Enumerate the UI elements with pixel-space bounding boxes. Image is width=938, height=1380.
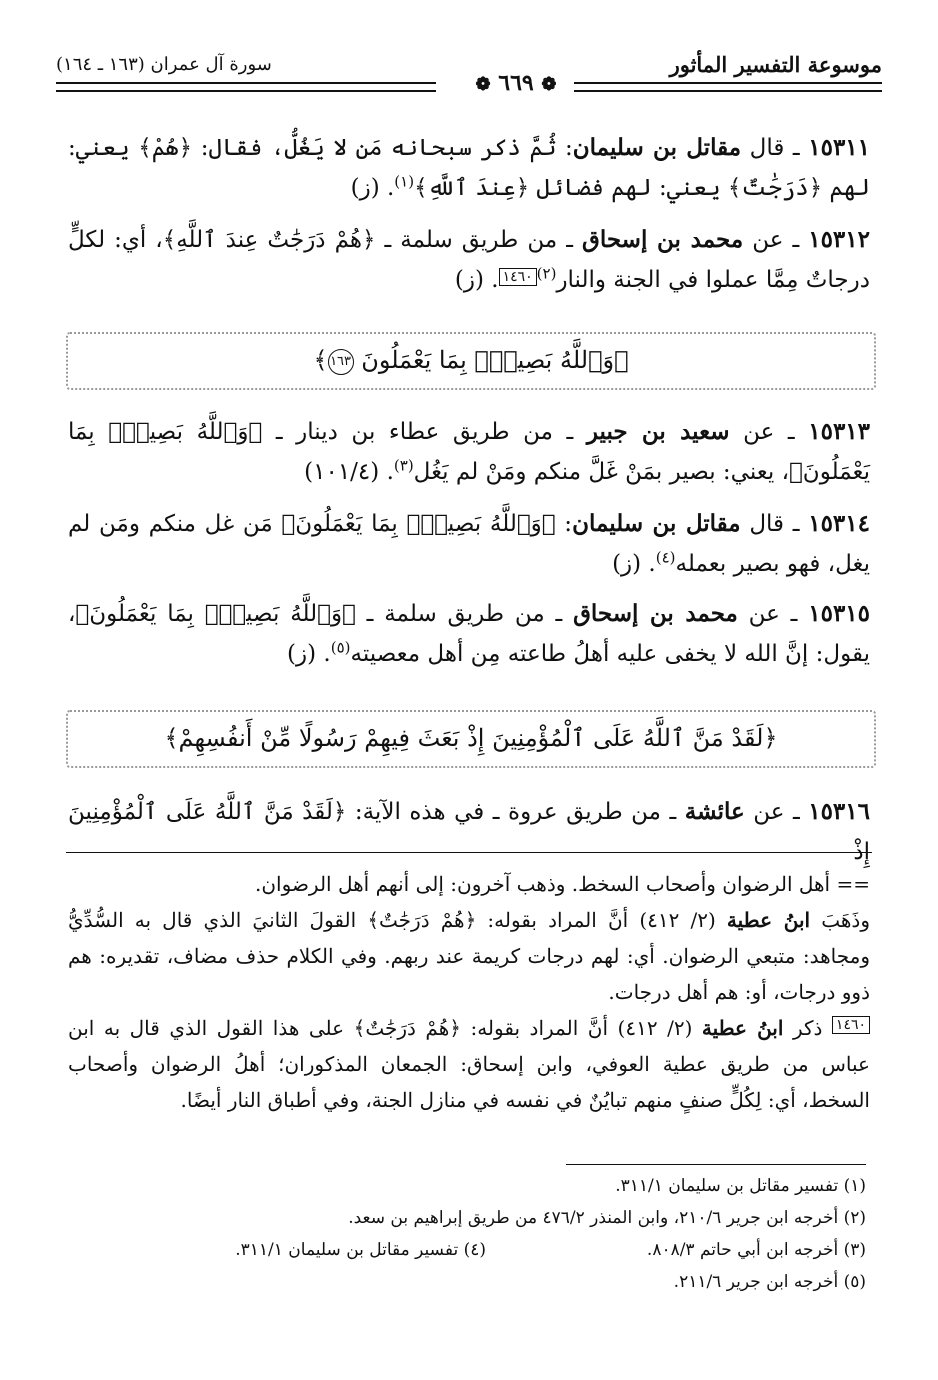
commentary-continuation: == أهل الرضوان وأصحاب السخط. وذهب آخرون: إلى أنهم أهل الرضوان. xyxy=(255,872,870,896)
narration-paragraph: ١٥٣١٥ ـ عن محمد بن إسحاق ـ من طريق سلمة ـ ﴿وَٱللَّهُ بَصِيرٌۢ بِمَا يَعْمَلُونَ﴾، يقول: إنَّ الله لا يخفى عليه أهلُ طاعته مِن أهل معصيته$^{(٥)}$. (ز) xyxy=(68,600,871,667)
page-number: ❁ ٦٦٩ ❁ xyxy=(475,70,557,96)
surah-reference: سورة آل عمران (١٦٣ ـ ١٦٤) xyxy=(56,54,272,75)
ornament-icon: ❁ xyxy=(541,74,557,95)
footnote: (١) تفسير مقاتل بن سليمان ٣١١/١. xyxy=(615,1176,866,1196)
narration-number: ١٥٣١٦ xyxy=(808,798,870,825)
ayah-number-icon: ١٦٣ xyxy=(328,349,354,375)
section-divider xyxy=(66,852,872,853)
footnote-marker: (٥) xyxy=(330,638,351,657)
narration-number: ١٥٣١٢ xyxy=(808,226,870,253)
narrator-name: مقاتل بن سليمان xyxy=(572,134,742,161)
narration-number: ١٥٣١٥ xyxy=(808,600,871,627)
footnote-marker: (١) xyxy=(394,172,415,191)
footnote-marker: (٣) xyxy=(393,456,414,475)
footnote-row xyxy=(68,1234,866,1266)
commentary-block xyxy=(68,866,870,1118)
narration-number: ١٥٣١٣ xyxy=(808,418,871,445)
footnotes xyxy=(68,1170,866,1298)
footnote: (٥) أخرجه ابن جرير ٢١١/٦. xyxy=(673,1272,866,1292)
narrator-name: سعيد بن جبير xyxy=(586,418,730,445)
verse-text: ﴿وَٱللَّهُ بَصِيرٌۢ بِمَا يَعْمَلُونَ ١٦٣﴾ xyxy=(313,346,629,374)
narration-paragraph: ١٥٣١٣ ـ عن سعيد بن جبير ـ من طريق عطاء بن دينار ـ ﴿وَٱللَّهُ بَصِيرٌۢ بِمَا يَعْمَلُونَ﴾، يعني: بصير بمَنْ غَلَّ منكم ومَنْ لم يَغُل$^{(٣)}$. (١٠١/٤) xyxy=(68,418,871,485)
commentary-paragraph: ١٤٦٠ ذكر ابنُ عطية (٢/ ٤١٢) أنَّ المراد بقوله: ﴿هُمْ دَرَجَٰتٌ﴾ على هذا القول الذي قال به ابن عباس من طريق عطية العوفي، وابن إسحاق: الجمعان المذكوران؛ أهلُ الرضوان وأصحاب السخط، أي: لِكُلٍّ صنفٍ منهم تبايُنٌ في نفسه في منازل الجنة، وفي أطباق النار أيضًا. xyxy=(68,1016,870,1112)
header-rule-right xyxy=(574,82,882,92)
footnote-divider xyxy=(566,1164,866,1165)
ornament-icon: ❁ xyxy=(475,74,491,95)
narration-paragraph: ١٥٣١٦ ـ عن عائشة ـ من طريق عروة ـ في هذه الآية: ﴿لَقَدْ مَنَّ ٱللَّهُ عَلَى ٱلْمُؤْمِنِينَ إِذْ xyxy=(68,798,870,865)
running-header xyxy=(56,48,882,96)
verse-banner xyxy=(66,332,876,390)
narration-paragraph: ١٥٣١٤ ـ قال مقاتل بن سليمان: ﴿وَٱللَّهُ بَصِيرٌۢ بِمَا يَعْمَلُونَ﴾ مَن غل منكم ومَن لم يغل، فهو بصير بعمله$^{(٤)}$. (ز) xyxy=(68,510,870,577)
commentary-paragraph: وذَهَبَ ابنُ عطية (٢/ ٤١٢) أنَّ المراد بقوله: ﴿هُمْ دَرَجَٰتٌ﴾ القولَ الثانيَ الذي قال به السُّدِّيُّ ومجاهد: متبعي الرضوان. أي: لهم درجات كريمة عند ربهم. وفي الكلام حذف مضاف، تقديره: هم ذوو درجات، أو: هم أهل درجات. xyxy=(68,908,870,1004)
narration-number: ١٥٣١٤ xyxy=(808,510,870,537)
scholar-name: ابنُ عطية xyxy=(701,1016,784,1040)
verse-text: ﴿لَقَدْ مَنَّ ٱللَّهُ عَلَى ٱلْمُؤْمِنِينَ إِذْ بَعَثَ فِيهِمْ رَسُولًا مِّنْ أَنفُسِهِمْ﴾ xyxy=(164,724,778,752)
narrator-name: مقاتل بن سليمان xyxy=(572,510,741,537)
footnote: (٤) تفسير مقاتل بن سليمان ٣١١/١. xyxy=(235,1240,486,1260)
narrator-name: محمد بن إسحاق xyxy=(573,600,738,627)
page-number-rule xyxy=(56,72,882,100)
book-title: موسوعة التفسير المأثور xyxy=(669,52,882,77)
narrator-name: محمد بن إسحاق xyxy=(581,226,744,253)
scholar-name: ابنُ عطية xyxy=(726,908,811,932)
footnote-marker: (٢) xyxy=(536,264,557,283)
commentary-reference-box: ١٤٦٠ xyxy=(832,1016,870,1034)
footnote: (٣) أخرجه ابن أبي حاتم ٨٠٨/٣. xyxy=(646,1240,866,1260)
narration-number: ١٥٣١١ xyxy=(808,134,871,161)
verse-banner xyxy=(66,710,876,768)
narrator-name: عائشة xyxy=(684,798,745,825)
commentary-reference-box: ١٤٦٠ xyxy=(499,268,537,286)
narration-paragraph: ١٥٣١٢ ـ عن محمد بن إسحاق ـ من طريق سلمة ـ ﴿هُمْ دَرَجَٰتٌ عِندَ ٱللَّهِ﴾، أي: لكلٍّ درجاتٌ مِمَّا عملوا في الجنة والنار$^{(٢)}$١٤٦٠. (ز) xyxy=(68,226,870,293)
narration-paragraph: ١٥٣١١ ـ قال مقاتل بن سليمان: ثُمَّ ذكر سبحانه مَن لا يَغُلُّ، فقال: ﴿هُمْ﴾ يعني: لهم ﴿دَرَجَٰتٌ﴾ يعني: لهم فضائل ﴿عِندَ ٱللَّهِ﴾$^{(١)}$. (ز) xyxy=(68,134,871,201)
footnote-marker: (٤) xyxy=(655,548,676,567)
footnote: (٢) أخرجه ابن جرير ٢١٠/٦، وابن المنذر ٤٧٦/٢ من طريق إبراهيم بن سعد. xyxy=(348,1208,866,1228)
header-rule-left xyxy=(56,82,436,92)
